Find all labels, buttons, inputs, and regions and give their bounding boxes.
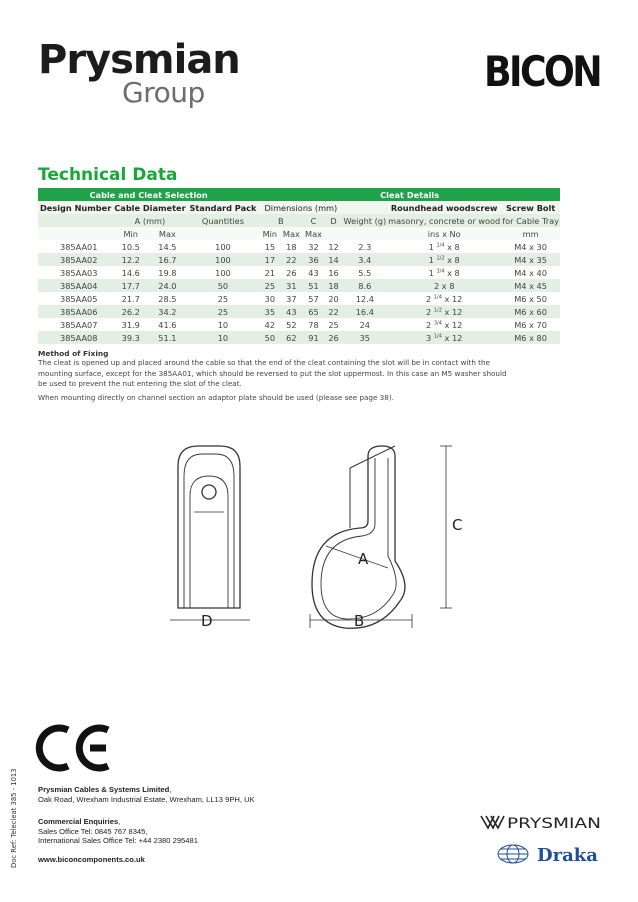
screw-bolt-cell: M4 x 45: [501, 279, 560, 292]
sub-c-max: Max: [302, 227, 324, 240]
cleat-drawing: [150, 436, 480, 641]
b-min-cell: 21: [259, 266, 280, 279]
company-address: Oak Road, Wrexham Industrial Estate, Wrexham, LL13 9PH, UK: [38, 794, 255, 804]
dia-max-cell: 24.0: [148, 279, 186, 292]
woodscrew-cell: [387, 266, 501, 279]
table-header-row-1: [38, 201, 560, 214]
dim-label-a: A: [358, 550, 369, 568]
sub-d: D: [325, 214, 343, 227]
dia-min-cell: 21.7: [113, 292, 148, 305]
b-max-cell: 52: [280, 318, 302, 331]
design-number-cell: 385AA06: [38, 305, 113, 318]
pack-cell: 100: [187, 253, 260, 266]
table-row: [38, 240, 560, 253]
woodscrew-whole: 1: [428, 267, 434, 278]
woodscrew-cell: [387, 253, 501, 266]
sales-office-tel: Sales Office Tel: 0845 767 8345,: [38, 826, 148, 836]
group-cleat-details: Cleat Details: [259, 188, 560, 201]
woodscrew-cell: [387, 305, 501, 318]
ce-mark-icon: [38, 722, 114, 774]
method-heading: Method of Fixing: [38, 349, 109, 358]
mounting-note: When mounting directly on channel section an adaptor plate should be used (please see page 38).: [38, 393, 394, 402]
draka-logo: [495, 840, 605, 866]
d-cell: 25: [325, 318, 343, 331]
screw-bolt-cell: M6 x 60: [501, 305, 560, 318]
dia-min-cell: 17.7: [113, 279, 148, 292]
pack-cell: 100: [187, 240, 260, 253]
sub-quantities: Quantities: [187, 214, 260, 227]
design-number-cell: 385AA07: [38, 318, 113, 331]
woodscrew-fraction: 1/4: [433, 332, 442, 339]
b-max-cell: 43: [280, 305, 302, 318]
table-row: [38, 331, 560, 344]
bicon-logo-text: BICON: [484, 47, 600, 96]
dia-max-cell: 51.1: [148, 331, 186, 344]
b-min-cell: 17: [259, 253, 280, 266]
front-view-outline: [312, 446, 405, 628]
b-min-cell: 30: [259, 292, 280, 305]
woodscrew-whole: 2: [426, 293, 432, 304]
woodscrew-cell: [387, 279, 501, 292]
pack-cell: 50: [187, 279, 260, 292]
draka-globe-icon: [498, 845, 528, 863]
woodscrew-size: x 8: [444, 241, 460, 252]
woodscrew-cell: [387, 240, 501, 253]
sub-dia-min: Min: [113, 227, 148, 240]
col-design-number: Design Number: [38, 201, 113, 214]
sub-c: C: [302, 214, 324, 227]
bicon-logo: [482, 46, 602, 96]
col-standard-pack: Standard Pack: [187, 201, 260, 214]
d-cell: 26: [325, 331, 343, 344]
design-number-cell: 385AA08: [38, 331, 113, 344]
c-cell: 57: [302, 292, 324, 305]
c-cell: 43: [302, 266, 324, 279]
document-reference: Doc Ref: Telecleat 385 - 1013: [10, 768, 18, 868]
prysmian-wave-icon: [481, 816, 504, 828]
dia-min-cell: 31.9: [113, 318, 148, 331]
company-suffix: ,: [169, 785, 172, 794]
dia-max-cell: 19.8: [148, 266, 186, 279]
weight-cell: 35: [342, 331, 387, 344]
sub-b-min: Min: [259, 227, 280, 240]
pack-cell: 10: [187, 318, 260, 331]
technical-data-table: [38, 188, 560, 344]
woodscrew-fraction: 3/4: [436, 267, 445, 274]
table-header-row-2: [38, 214, 560, 227]
c-cell: 51: [302, 279, 324, 292]
table-header-row-3: [38, 227, 560, 240]
sub-ins-no: ins x No: [387, 227, 501, 240]
prysmian-logo-text: Prysmian: [38, 37, 240, 83]
weight-cell: 5.5: [342, 266, 387, 279]
woodscrew-cell: [387, 292, 501, 305]
sub-dia-max: Max: [148, 227, 186, 240]
company-name: Prysmian Cables & Systems Limited: [38, 785, 170, 794]
woodscrew-whole: 1: [428, 254, 434, 265]
col-roundhead: Roundhead woodscrew: [387, 201, 501, 214]
dia-max-cell: 34.2: [148, 305, 186, 318]
screw-bolt-cell: M6 x 80: [501, 331, 560, 344]
design-number-cell: 385AA01: [38, 240, 113, 253]
woodscrew-size: x 12: [441, 332, 463, 343]
draka-brand-text: Draka: [537, 845, 598, 866]
enquiries-block: [38, 817, 198, 846]
woodscrew-cell: [387, 318, 501, 331]
pack-cell: 25: [187, 305, 260, 318]
b-max-cell: 18: [280, 240, 302, 253]
dia-min-cell: 26.2: [113, 305, 148, 318]
table-row: [38, 292, 560, 305]
method-text: The cleat is opened up and placed around the cable so that the end of the cleat containing the slot will be in contact with the mounting surface, except for the 385AA01, which should be reversed to put the slot uppermost. In this case an M5 washer should be used to prevent the nut entering the slot of the cleat.: [38, 358, 507, 388]
enquiries-suffix: ,: [118, 817, 121, 826]
sub-weight: Weight (g): [343, 215, 387, 226]
sub-b-max: Max: [280, 227, 302, 240]
b-min-cell: 50: [259, 331, 280, 344]
design-number-cell: 385AA04: [38, 279, 113, 292]
prysmian-group-logo: [38, 37, 240, 110]
dim-label-d: D: [201, 612, 213, 630]
screw-bolt-cell: M4 x 30: [501, 240, 560, 253]
table-row: [38, 279, 560, 292]
dia-min-cell: 14.6: [113, 266, 148, 279]
woodscrew-cell: [387, 331, 501, 344]
dim-label-c: C: [452, 516, 463, 534]
screw-bolt-cell: M6 x 70: [501, 318, 560, 331]
dia-min-cell: 39.3: [113, 331, 148, 344]
design-number-cell: 385AA02: [38, 253, 113, 266]
sub-b: B: [259, 214, 302, 227]
sub-mm: mm: [501, 227, 560, 240]
dia-max-cell: 28.5: [148, 292, 186, 305]
screw-bolt-cell: M4 x 35: [501, 253, 560, 266]
c-cell: 91: [302, 331, 324, 344]
b-min-cell: 35: [259, 305, 280, 318]
pack-cell: 10: [187, 331, 260, 344]
weight-cell: 12.4: [342, 292, 387, 305]
woodscrew-size: x 8: [444, 267, 460, 278]
enquiries-heading: Commercial Enquiries: [38, 817, 119, 826]
table-group-header: [38, 188, 560, 201]
prysmian-brand-text: PRYSMIAN: [507, 816, 601, 832]
d-cell: 18: [325, 279, 343, 292]
c-cell: 65: [302, 305, 324, 318]
c-cell: 32: [302, 240, 324, 253]
group-cable-selection: Cable and Cleat Selection: [38, 188, 259, 201]
d-cell: 20: [325, 292, 343, 305]
website-block: [38, 855, 145, 865]
col-screw-bolt: Screw Bolt: [501, 201, 560, 214]
company-block: [38, 785, 255, 804]
d-cell: 22: [325, 305, 343, 318]
c-cell: 36: [302, 253, 324, 266]
dia-min-cell: 10.5: [113, 240, 148, 253]
d-cell: 16: [325, 266, 343, 279]
group-logo-text: Group: [122, 76, 205, 109]
woodscrew-whole: 2 x 8: [433, 280, 455, 291]
prysmian-brand-logo: [480, 812, 602, 832]
woodscrew-whole: 2: [426, 306, 432, 317]
woodscrew-size: x 8: [444, 254, 460, 265]
woodscrew-whole: 1: [428, 241, 434, 252]
woodscrew-size: x 12: [441, 293, 463, 304]
woodscrew-whole: 3: [426, 332, 432, 343]
weight-cell: 16.4: [342, 305, 387, 318]
b-min-cell: 42: [259, 318, 280, 331]
woodscrew-whole: 2: [426, 319, 432, 330]
table-row: [38, 305, 560, 318]
screw-bolt-cell: M4 x 40: [501, 266, 560, 279]
weight-cell: 2.3: [342, 240, 387, 253]
b-max-cell: 62: [280, 331, 302, 344]
weight-cell: 8.6: [342, 279, 387, 292]
woodscrew-size: x 12: [441, 306, 463, 317]
sub-cable-tray: for Cable Tray: [502, 215, 559, 226]
woodscrew-fraction: 1/4: [436, 241, 445, 248]
table-row: [38, 266, 560, 279]
sub-a-mm: A (mm): [113, 214, 186, 227]
d-cell: 14: [325, 253, 343, 266]
b-min-cell: 25: [259, 279, 280, 292]
woodscrew-fraction: 1/4: [433, 293, 442, 300]
b-max-cell: 26: [280, 266, 302, 279]
design-number-cell: 385AA05: [38, 292, 113, 305]
col-cable-diameter: Cable Diameter: [114, 202, 186, 213]
table-row: [38, 318, 560, 331]
website-link[interactable]: www.biconcomponents.co.uk: [38, 855, 145, 864]
pack-cell: 25: [187, 292, 260, 305]
table-row: [38, 253, 560, 266]
side-view-outline: [178, 446, 240, 608]
woodscrew-size: x 12: [441, 319, 463, 330]
col-dimensions: Dimensions (mm): [259, 201, 342, 214]
b-min-cell: 15: [259, 240, 280, 253]
sub-masonry: masonry, concrete or wood: [388, 215, 501, 226]
design-number-cell: 385AA03: [38, 266, 113, 279]
d-cell: 12: [325, 240, 343, 253]
woodscrew-fraction: 3/4: [433, 319, 442, 326]
dia-max-cell: 14.5: [148, 240, 186, 253]
page-title: Technical Data: [38, 165, 178, 185]
b-max-cell: 22: [280, 253, 302, 266]
b-max-cell: 31: [280, 279, 302, 292]
intl-sales-office-tel: International Sales Office Tel: +44 2380 295481: [38, 836, 198, 845]
woodscrew-fraction: 1/2: [436, 254, 445, 261]
woodscrew-fraction: 1/2: [433, 306, 442, 313]
dim-label-b: B: [354, 612, 365, 630]
dia-max-cell: 16.7: [148, 253, 186, 266]
slot-hole: [202, 485, 216, 499]
weight-cell: 3.4: [342, 253, 387, 266]
b-max-cell: 37: [280, 292, 302, 305]
pack-cell: 100: [187, 266, 260, 279]
screw-bolt-cell: M6 x 50: [501, 292, 560, 305]
dia-min-cell: 12.2: [113, 253, 148, 266]
c-cell: 78: [302, 318, 324, 331]
weight-cell: 24: [342, 318, 387, 331]
dia-max-cell: 41.6: [148, 318, 186, 331]
